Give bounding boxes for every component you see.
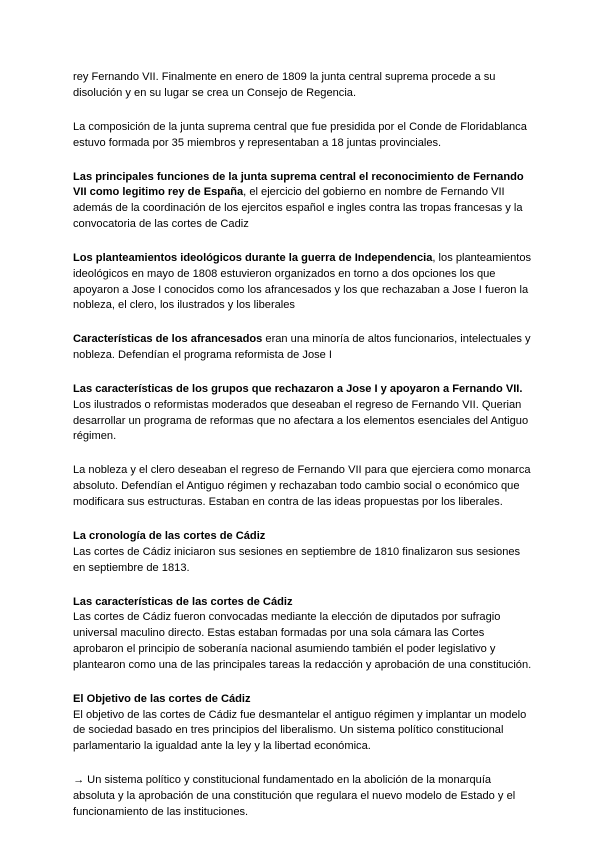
paragraph-heading: Las características de las cortes de Cádiz [73, 595, 293, 608]
paragraph-text: Las cortes de Cádiz iniciaron sus sesiones en septiembre de 1810 finalizaron sus sesiones en septiembre de 1813. [73, 545, 521, 574]
paragraph-heading: Las principales funciones de la junta suprema central el reconocimiento de Fernando VII como legitimo rey de España [73, 170, 524, 199]
paragraph-heading: Las características de los grupos que rechazaron a Jose I y apoyaron a Fernando VII. [73, 383, 523, 396]
paragraph-afrancesados [73, 332, 533, 364]
paragraph-heading: La cronología de las cortes de Cádiz [73, 530, 266, 543]
paragraph-text: → Un sistema político y constitucional fundamentado en la abolición de la monarquía absoluta y la aprobación de una constitución que regulara el nuevo modelo de Estado y el funcionamiento de las instituciones. [73, 774, 516, 818]
paragraph-junta-disolucion [73, 70, 533, 102]
paragraph-text: La nobleza y el clero deseaban el regreso de Fernando VII para que ejerciera como monarca absoluto. Defendían el Antiguo régimen y rechazaban todo cambio social o económico que modificara sus estructuras. Estaban en contra de las ideas propuestas por los liberales. [73, 464, 531, 509]
paragraph-text: Los ilustrados o reformistas moderados que deseaban el regreso de Fernando VII. Querian desarrollar un programa de reformas que no afectara a los elementos esenciales del Antiguo régimen. [73, 398, 529, 443]
paragraph-text: rey Fernando VII. Finalmente en enero de 1809 la junta central suprema procede a su disolución y en su lugar se crea un Consejo de Regencia. [73, 71, 496, 99]
paragraph-objetivo-cortes [73, 692, 533, 755]
paragraph-caracteristicas-cortes [73, 595, 533, 674]
paragraph-composicion-junta [73, 120, 533, 152]
paragraph-sistema-politico [73, 773, 533, 820]
paragraph-heading: Características de los afrancesados [73, 333, 263, 346]
paragraph-planteamientos-ideologicos [73, 251, 533, 314]
paragraph-heading: El Objetivo de las cortes de Cádiz [73, 692, 251, 705]
paragraph-text: eran una minoría de altos funcionarios, intelectuales y nobleza. Defendían el programa reformista de Jose I [73, 333, 531, 362]
paragraph-heading: Los planteamientos ideológicos durante la guerra de Independencia [73, 251, 433, 264]
paragraph-grupos-rechazo [73, 382, 533, 445]
paragraph-text: , los planteamientos ideológicos en mayo de 1808 estuvieron organizados en torno a dos opciones los que apoyaron a Jose I conocidos como los afrancesados y los que rechazaban a Jose I fueron la nobleza, el clero, los ilustrados y los liberales [73, 251, 532, 312]
paragraph-nobleza-clero [73, 463, 533, 510]
document-page [73, 70, 533, 839]
paragraph-text: Las cortes de Cádiz fueron convocadas mediante la elección de diputados por sufragio universal maculino directo. Estas estaban formadas por una sola cámara las Cortes aprobaron el principio de soberanía nacional asumiendo también el poder legislativo y plantearon como una de las principales tareas la redacción y aprobación de una constitución. [73, 611, 532, 671]
paragraph-text: , el ejercicio del gobierno en nombre de Fernando VII además de la coordinación de los ejercitos español e ingles contra las tropas francesas y la convocatoria de las cortes de Cadiz [73, 186, 523, 230]
paragraph-funciones-junta [73, 170, 533, 233]
paragraph-text: El objetivo de las cortes de Cádiz fue desmantelar el antiguo régimen y implantar un modelo de sociedad basado en tres principios del liberalismo. Un sistema político constitucional parlamentario la igualdad ante la ley y la libertad económica. [73, 708, 527, 753]
paragraph-cronologia-cortes [73, 529, 533, 576]
paragraph-text: La composición de la junta suprema central que fue presidida por el Conde de Floridablanca estuvo formada por 35 miembros y representaban a 18 juntas provinciales. [73, 120, 527, 149]
